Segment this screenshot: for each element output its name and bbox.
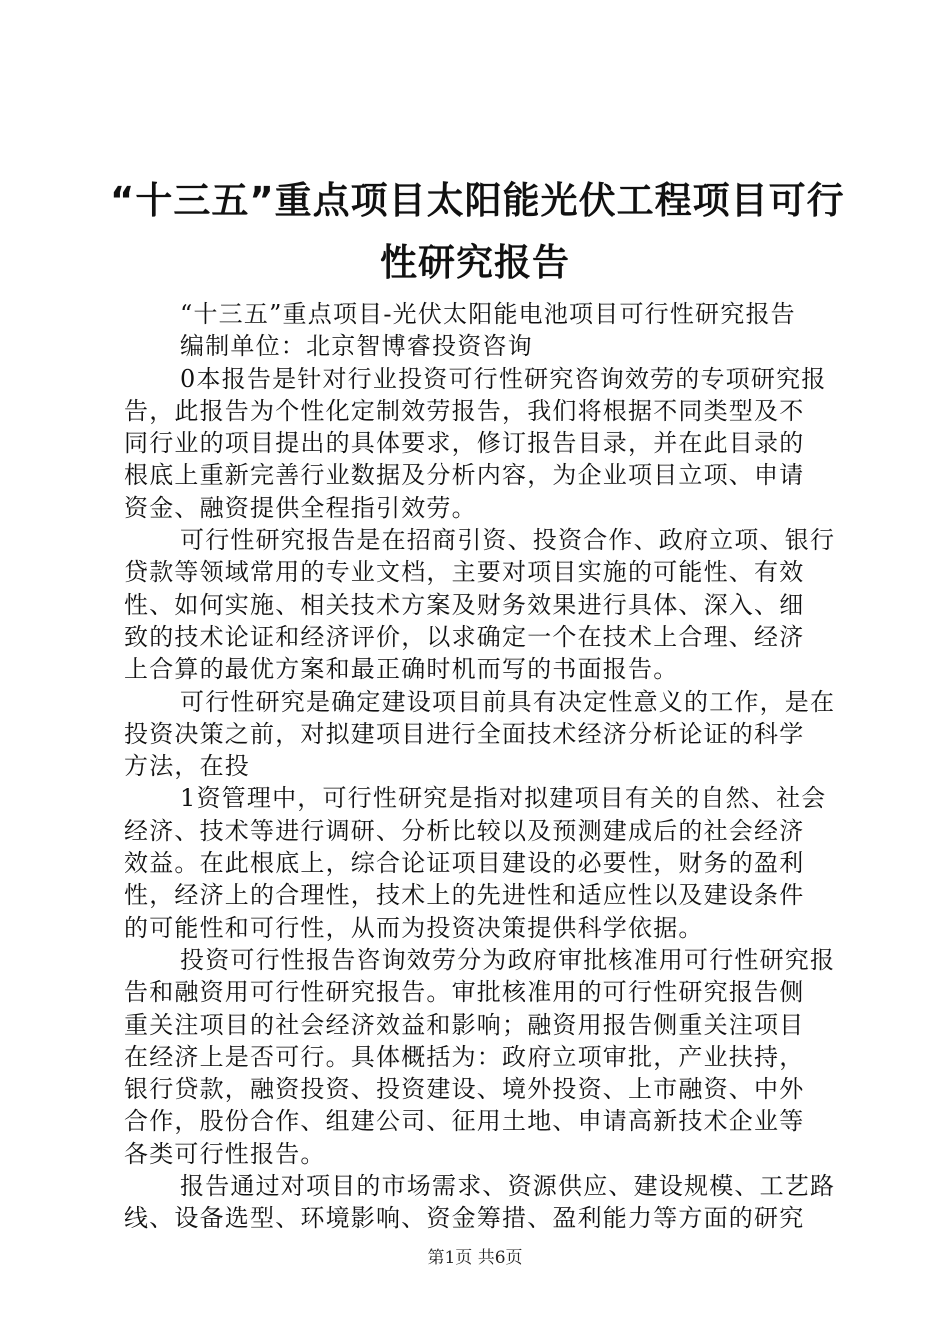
body-text-line: 可行性研究报告是在招商引资、投资合作、政府立项、银行 (180, 526, 836, 555)
body-text-line: 银行贷款，融资投资、投资建设、境外投资、上市融资、中外 (124, 1075, 805, 1104)
body-text-line: 资金、融资提供全程指引效劳。 (124, 493, 477, 522)
body-text-line: 投资决策之前，对拟建项目进行全面技术经济分析论证的科学 (124, 719, 805, 748)
body-text-line: 上合算的最优方案和最正确时机而写的书面报告。 (124, 655, 679, 684)
body-text-line: 报告通过对项目的市场需求、资源供应、建设规模、工艺路 (180, 1172, 836, 1201)
body-text-line: 1资管理中，可行性研究是指对拟建项目有关的自然、社会 (180, 784, 827, 813)
body-text-line: 方法，在投 (124, 752, 250, 781)
document-body (124, 298, 836, 1235)
body-text-line: 0本报告是针对行业投资可行性研究咨询效劳的专项研究报 (180, 364, 827, 393)
body-text-line: 可行性研究是确定建设项目前具有决定性意义的工作，是在 (180, 687, 836, 716)
body-text-line: 性，经济上的合理性，技术上的先进性和适应性以及建设条件 (124, 881, 805, 910)
body-text-line: 告和融资用可行性研究报告。审批核准用的可行性研究报告侧 (124, 978, 805, 1007)
body-text-line: 经济、技术等进行调研、分析比较以及预测建成后的社会经济 (124, 816, 805, 845)
body-text-line: 效益。在此根底上，综合论证项目建设的必要性，财务的盈利 (124, 849, 805, 878)
page-footer: 第1页 共6页 (427, 1248, 523, 1268)
title-line: 性研究报告 (380, 241, 570, 284)
body-text-line: 在经济上是否可行。具体概括为：政府立项审批，产业扶持， (124, 1042, 805, 1071)
body-text-line: 编制单位：北京智博睿投资咨询 (180, 332, 533, 361)
body-text-line: 贷款等领域常用的专业文档，主要对项目实施的可能性、有效 (124, 558, 805, 587)
document-title (110, 170, 845, 294)
body-text-line: 致的技术论证和经济评价，以求确定一个在技术上合理、经济 (124, 622, 805, 651)
body-text-line: “十三五”重点项目-光伏太阳能电池项目可行性研究报告 (180, 300, 796, 328)
body-text-line: 告，此报告为个性化定制效劳报告，我们将根据不同类型及不 (124, 396, 805, 425)
body-text-line: 投资可行性报告咨询效劳分为政府审批核准用可行性研究报 (180, 945, 836, 974)
body-text-line: 同行业的项目提出的具体要求，修订报告目录，并在此目录的 (124, 429, 805, 458)
body-text-line: 合作，股份合作、组建公司、征用土地、申请高新技术企业等 (124, 1107, 805, 1136)
body-text-line: 根底上重新完善行业数据及分析内容，为企业项目立项、申请 (124, 461, 805, 490)
body-text-line: 线、设备选型、环境影响、资金筹措、盈利能力等方面的研究 (124, 1204, 805, 1233)
body-text-line: 重关注项目的社会经济效益和影响；融资用报告侧重关注项目 (124, 1010, 805, 1039)
body-text-line: 性、如何实施、相关技术方案及财务效果进行具体、深入、细 (124, 590, 805, 619)
body-text-line: 的可能性和可行性，从而为投资决策提供科学依据。 (124, 913, 704, 942)
title-line: “十三五”重点项目太阳能光伏工程项目可行 (110, 179, 845, 222)
body-text-line: 各类可行性报告。 (124, 1139, 326, 1168)
